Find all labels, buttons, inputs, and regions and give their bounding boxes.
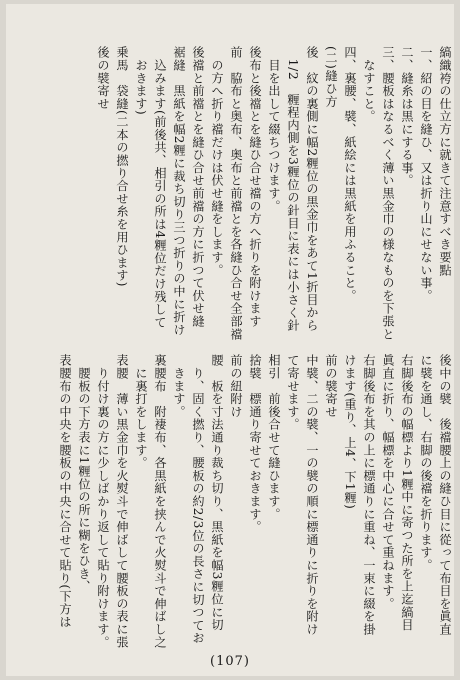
text-column: り付け裏の方に少しばかり返して貼り附けます。	[96, 354, 110, 649]
text-column: 腰 板を寸法通り裁ち切り、黒紙を幅3糎位に切	[210, 354, 224, 632]
text-column: 縞織袴の仕立方に就きて注意すべき要點	[438, 46, 452, 277]
text-column: 相引 前後合せて縫ひます。	[267, 354, 281, 521]
text-column: 後布と後襠とを縫ひ合せ襠の方へ折りを附けます	[248, 46, 262, 328]
text-column: 後の襞寄せ	[96, 46, 110, 110]
section-heading: 前の襞寄せ	[324, 354, 338, 418]
text-column: 三、腰板はなるべく薄い黒金巾の様なものを下張と	[381, 46, 395, 341]
text-column: 表腰布の中央を腰板の中央に合せて貼り(下方は	[58, 354, 72, 629]
upper-text-block	[93, 46, 454, 386]
text-column: 前 脇布と奥布、奥布と前襠とを各縫ひ合せ全部襠	[229, 46, 243, 341]
text-column: 中襞、二の襞、一の襞の順に標通りに折りを附け	[305, 354, 319, 636]
text-column: 二、縫糸は黒にする事。	[400, 46, 414, 187]
text-column: て寄せます。	[286, 354, 300, 431]
text-column: 込みます(前後共、相引の所は4糎位だけ残して	[153, 46, 167, 329]
text-column: けます(重り、上4、下1糎)	[343, 354, 357, 510]
text-column: きます。	[172, 354, 186, 418]
text-column: 後襠と前襠とを縫ひ合せ前襠の方に折つて伏せ縫	[191, 46, 205, 328]
book-page	[6, 4, 454, 676]
text-column: 右脚後布の幅標より1糎中に寄つた所を上迄縞目	[400, 354, 414, 632]
text-column: 目を出して綴ちつけます。	[267, 46, 281, 213]
section-heading: (二)縫ひ方	[324, 46, 338, 108]
text-column: に裏打をします。	[134, 354, 148, 470]
text-column: 腰板の下方表に1糎位の所に糊をひき、	[77, 354, 91, 593]
lower-text-block	[55, 354, 454, 649]
text-column: 1/2 糎程内側を3糎位の針目に表には小さく針	[286, 46, 300, 332]
text-column: なすこと。	[362, 46, 376, 123]
text-column: 裏腰布 附褄布、各黒紙を挟んで火熨斗で伸ばし之	[153, 354, 167, 649]
text-column: 眞直に折り、幅標を中心に合せて重ねます。	[381, 354, 395, 610]
page-number: (107)	[210, 654, 250, 669]
text-column: 後中の襞 後襠腰上の縫ひ目に從って布目を眞直	[438, 354, 452, 636]
text-column: 四、裏腰、襞、紙絵には黒紙を用ふること。	[343, 46, 357, 302]
text-column: 裾縫 黒紙を幅2糎に裁ち切り三つ折りの中に折け	[172, 46, 186, 336]
text-column: 後 紋の裏側に幅2糎位の黒金巾をあて1折目から	[305, 46, 319, 332]
text-column: 捨襞 標通り寄せておきます。	[248, 354, 262, 534]
text-column: 乗馬 袋縫(二本の撚り合せ糸を用ひます)	[115, 46, 129, 288]
text-column: の方へ折り襠だけは伏せ縫をします。	[210, 46, 224, 277]
text-column: おきます)	[134, 46, 148, 116]
text-column: 一、紹の目を縫ひ、又は折り山にせない事。	[419, 46, 433, 302]
text-column: り、固く撚り、腰板の約2/3位の長さに切つてお	[191, 354, 205, 645]
text-column: 表腰 薄い黒金巾を火熨斗で伸ばして腰板の表に張	[115, 354, 129, 649]
text-column: に襞を通し、右脚の後襠を折ります。	[419, 354, 433, 572]
text-column: 右脚後布を其の上に標通りに重ね、一束に綴を掛	[362, 354, 376, 636]
section-heading: 前の紐附け	[229, 354, 243, 418]
